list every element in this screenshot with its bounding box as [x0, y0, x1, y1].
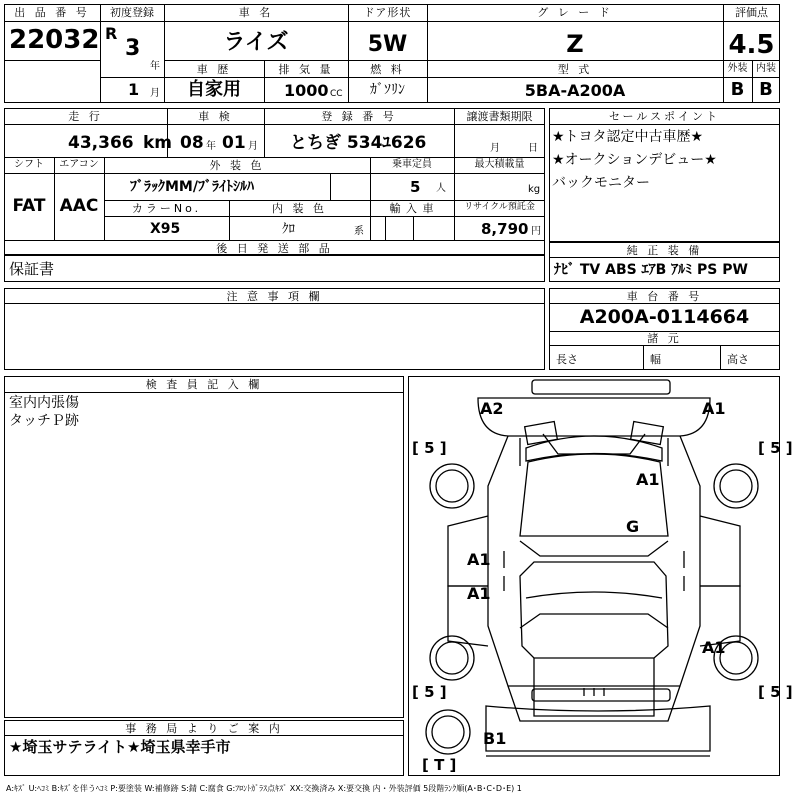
color-no-label: カラーNo. [131, 202, 202, 215]
exterior-label: 外装 [727, 63, 748, 74]
plate-value: とちぎ 534ﾕ626 [290, 133, 427, 153]
damage-mark: A2 [480, 399, 504, 418]
inspection-year: 08 [180, 133, 204, 153]
interior-rating: B [759, 79, 773, 100]
grade-label: グ レ ー ド [537, 6, 613, 19]
color-label: 外 装 色 [209, 159, 265, 172]
door-label: ドア形状 [363, 6, 412, 19]
grade-value: Z [566, 30, 584, 58]
int-color-unit: 系 [354, 226, 364, 237]
notes-label: 注 意 事 項 欄 [226, 290, 323, 303]
inspector-note-2: タッチＰ跡 [9, 413, 79, 429]
recycle-label: リサイクル預託金 [464, 202, 535, 212]
length-label: 長さ [556, 353, 578, 366]
inspection-month-unit: 月 [248, 141, 258, 152]
ac-value: AAC [59, 196, 99, 216]
equipment-value: ﾅﾋﾞ TV ABS ｴｱB ｱﾙﾐ PS PW [554, 262, 748, 278]
damage-mark: A1 [702, 638, 726, 657]
legend: A:ｷｽﾞ U:ﾍｺﾐ B:ｷｽﾞを伴うﾍｺﾐ P:要塗装 W:補修跡 S:錆 C:腐食 G:ﾌﾛﾝﾄｶﾞﾗｽ点ｷｽﾞ XX:交換済み X:要交換 内・外装評価 5段階ﾗﾝｸ順(A･B･C･D･E) 1 [6, 784, 522, 793]
load-unit: kg [528, 184, 541, 195]
inspector-note-1: 室内内張傷 [9, 395, 79, 411]
car-name: ライズ [223, 30, 289, 55]
shift-label: シフト [14, 159, 44, 170]
inspection-month: 01 [222, 133, 246, 153]
later-parts-value: 保証書 [9, 260, 55, 278]
chassis-number: A200A-0114664 [579, 306, 750, 328]
capacity-label: 乗車定員 [392, 159, 432, 170]
mileage-unit: km [143, 133, 173, 153]
int-color-label: 内 装 色 [272, 202, 327, 215]
history-value: 自家用 [187, 79, 241, 100]
door-value: 5W [367, 32, 408, 57]
model-value: 5BA-A200A [524, 81, 626, 100]
interior-label: 内装 [756, 63, 776, 74]
damage-mark: A1 [636, 470, 660, 489]
recycle-value: 8,790 [481, 220, 529, 238]
int-color-value: ｸﾛ [282, 222, 295, 237]
lot-label: 出 品 番 号 [14, 6, 90, 19]
displacement-value: 1000 [284, 81, 329, 100]
shift-value: FAT [12, 196, 46, 216]
capacity-unit: 人 [436, 183, 446, 194]
displacement-unit: CC [330, 89, 343, 99]
history-label: 車 歴 [196, 63, 232, 76]
plate-label: 登 録 番 号 [321, 110, 397, 123]
color-no-value: X95 [150, 221, 181, 237]
width-label: 幅 [650, 353, 661, 366]
damage-mark: B1 [483, 729, 507, 748]
spec-label: 諸 元 [647, 332, 682, 345]
damage-mark: A1 [467, 550, 491, 569]
inspector-label: 検 査 員 記 入 欄 [145, 378, 263, 391]
inspection-label: 車 検 [198, 110, 233, 123]
fuel-value: ｶﾞｿﾘﾝ [370, 82, 405, 98]
height-label: 高さ [727, 353, 749, 366]
transfer-day-unit: 日 [528, 143, 538, 154]
score-label: 評価点 [735, 6, 768, 19]
mileage-label: 走 行 [68, 110, 103, 123]
recycle-unit: 円 [531, 226, 541, 237]
tire-rear-left: [ 5 ] [412, 683, 447, 701]
sales-point-2: ★オークションデビュー★ [552, 152, 717, 168]
tire-rear-right: [ 5 ] [758, 683, 793, 701]
detail-block [4, 108, 545, 255]
spare-tire: [ T ] [422, 756, 457, 774]
office-value: ★埼玉サテライト★埼玉県幸手市 [9, 738, 231, 756]
damage-mark: A1 [467, 584, 491, 603]
transfer-label: 譲渡書類期限 [466, 110, 533, 123]
import-label: 輸 入 車 [389, 202, 435, 215]
era-mark: R [105, 24, 118, 43]
chassis-label: 車 台 番 号 [626, 290, 703, 303]
fuel-label: 燃 料 [370, 63, 405, 76]
equipment-label: 純 正 装 備 [626, 244, 703, 257]
sales-points-label: セールスポイント [608, 110, 720, 123]
sales-point-3: バックモニター [552, 175, 650, 191]
load-label: 最大積載量 [474, 159, 525, 170]
tire-front-right: [ 5 ] [758, 439, 793, 457]
sales-point-1: ★トヨタ認定中古車歴★ [552, 129, 704, 145]
later-parts-label: 後 日 発 送 部 品 [216, 242, 333, 255]
reg-year-unit: 年 [150, 61, 160, 72]
color-value: ﾌﾞﾗｯｸMM/ﾌﾞﾗｲﾄｼﾙﾊ [130, 179, 254, 195]
tire-front-left: [ 5 ] [412, 439, 447, 457]
displacement-label: 排 気 量 [278, 63, 334, 76]
reg-month-unit: 月 [150, 88, 160, 99]
later-parts-row [4, 255, 545, 282]
damage-mark: A1 [702, 399, 726, 418]
car-diagram [408, 376, 780, 776]
damage-mark: G [626, 517, 640, 536]
car-name-label: 車 名 [238, 6, 274, 19]
inspection-year-unit: 年 [206, 141, 216, 152]
reg-year: 3 [125, 36, 141, 61]
capacity-value: 5 [410, 178, 421, 196]
exterior-rating: B [730, 79, 745, 100]
model-label: 型 式 [557, 63, 593, 76]
transfer-month-unit: 月 [490, 143, 500, 154]
lot-number: 22032 [9, 25, 100, 55]
ac-label: エアコン [59, 159, 99, 170]
office-label: 事 務 局 よ り ご 案 内 [125, 722, 283, 735]
reg-month: 1 [128, 80, 140, 99]
first-reg-label: 初度登録 [110, 6, 154, 19]
mileage-value: 43,366 [68, 133, 134, 153]
score-value: 4.5 [728, 30, 775, 60]
